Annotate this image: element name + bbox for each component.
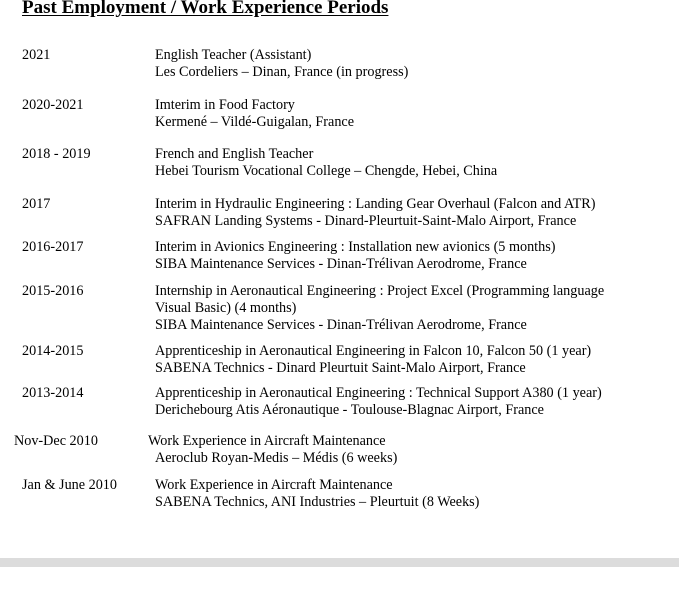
entry-details	[155, 146, 655, 180]
entry-employer: Kermené – Vildé-Guigalan, France	[155, 114, 355, 130]
section-heading: Past Employment / Work Experience Periods	[22, 0, 389, 18]
entry-employer: Aeroclub Royan-Medis – Médis (6 weeks)	[155, 450, 398, 466]
entry-date: Nov-Dec 2010	[14, 433, 98, 449]
entry-role: Apprenticeship in Aeronautical Engineering in Falcon 10, Falcon 50 (1 year)	[155, 343, 592, 359]
entry-date: Jan & June 2010	[22, 477, 117, 493]
entry-role: Internship in Aeronautical Engineering : Project Excel (Programming language Visual Basic) (4 months)	[155, 283, 605, 316]
entry-details	[155, 47, 655, 81]
entry-role: Interim in Hydraulic Engineering : Landing Gear Overhaul (Falcon and ATR)	[155, 196, 596, 212]
entry-role: Imterim in Food Factory	[155, 97, 295, 113]
entry-date: 2015-2016	[22, 283, 84, 299]
entry-role: Work Experience in Aircraft Maintenance	[148, 433, 386, 449]
entry-role: Work Experience in Aircraft Maintenance	[155, 477, 393, 493]
entry-employer: SABENA Technics, ANI Industries – Pleurtuit (8 Weeks)	[155, 494, 480, 510]
entry-employer: SIBA Maintenance Services - Dinan-Trélivan Aerodrome, France	[155, 317, 527, 333]
entry-details	[155, 385, 655, 419]
entry-date: 2014-2015	[22, 343, 84, 359]
entry-employer: SAFRAN Landing Systems - Dinard-Pleurtuit-Saint-Malo Airport, France	[155, 213, 577, 229]
entry-date: 2016-2017	[22, 239, 84, 255]
entry-date: 2013-2014	[22, 385, 84, 401]
entry-date: 2020-2021	[22, 97, 84, 113]
entry-role: French and English Teacher	[155, 146, 314, 162]
entry-date: 2021	[22, 47, 51, 63]
entry-details	[148, 433, 648, 467]
entry-employer: Derichebourg Atis Aéronautique - Toulouse-Blagnac Airport, France	[155, 402, 544, 418]
entry-role: Interim in Avionics Engineering : Installation new avionics (5 months)	[155, 239, 556, 255]
entry-details	[155, 283, 620, 334]
entry-details	[155, 196, 655, 230]
entry-role: Apprenticeship in Aeronautical Engineering : Technical Support A380 (1 year)	[155, 385, 602, 401]
entry-date: 2017	[22, 196, 51, 212]
entry-employer: SABENA Technics - Dinard Pleurtuit Saint-Malo Airport, France	[155, 360, 526, 376]
entry-role: English Teacher (Assistant)	[155, 47, 312, 63]
next-page-area	[0, 567, 679, 589]
entry-employer: Les Cordeliers – Dinan, France (in progress)	[155, 64, 409, 80]
entry-details	[155, 239, 655, 273]
page-separator	[0, 558, 679, 567]
entry-date: 2018 - 2019	[22, 146, 91, 162]
entry-details	[155, 97, 655, 131]
entry-employer: Hebei Tourism Vocational College – Chengde, Hebei, China	[155, 163, 498, 179]
entry-details	[155, 343, 655, 377]
entry-details	[155, 477, 655, 511]
entry-employer: SIBA Maintenance Services - Dinan-Trélivan Aerodrome, France	[155, 256, 527, 272]
